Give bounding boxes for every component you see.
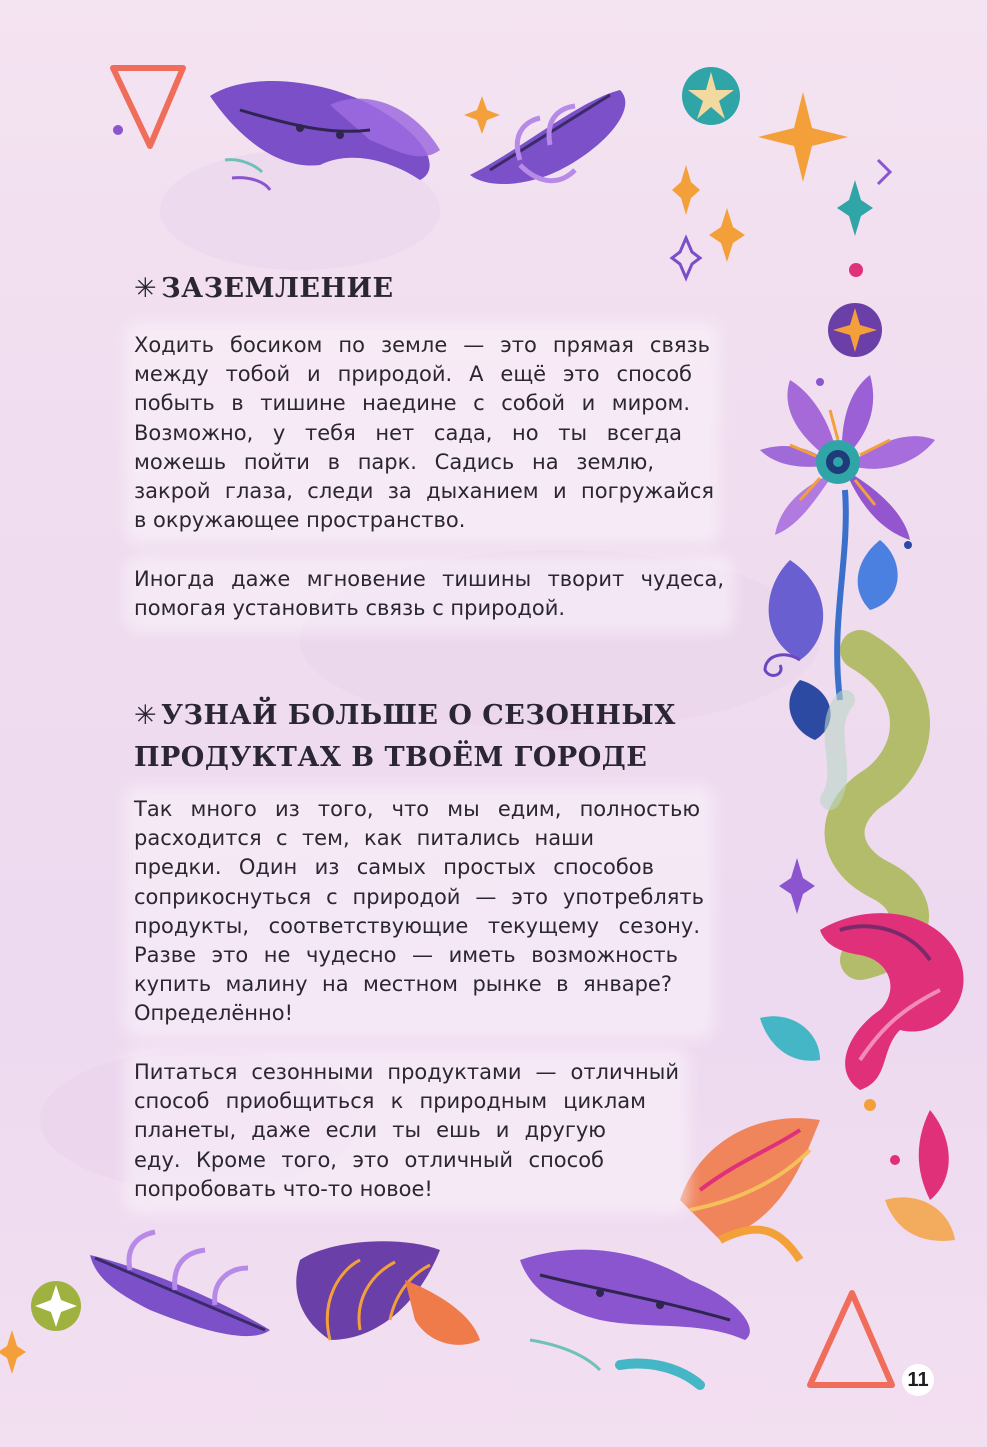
text-line: помогая установить связь с природой. (134, 596, 566, 621)
leaf-icon (760, 1016, 820, 1061)
paragraph (134, 331, 714, 535)
text-line: продукты, соответствующие текущему сезону. (134, 913, 700, 938)
dot-icon (890, 1155, 900, 1165)
text-line: купить малину на местном рынке в январе? (134, 972, 672, 997)
triangle-outline-icon (810, 1293, 892, 1385)
text-line: попробовать что-то новое! (134, 1176, 433, 1201)
text-line: планеты, даже если ты ешь и другую (134, 1118, 606, 1143)
star-in-circle-icon (31, 1281, 81, 1331)
text-line: Определённо! (134, 1001, 294, 1026)
leaf-icon (820, 913, 964, 1090)
star-in-circle-icon (828, 303, 882, 357)
sparkle-icon (464, 96, 500, 134)
sparkle-icon (672, 165, 700, 215)
mushroom-icon (296, 1241, 480, 1345)
sparkle-icon (0, 1330, 26, 1374)
dot-icon (904, 541, 912, 549)
leaf-icon (470, 90, 625, 184)
text-line: Иногда даже мгновение тишины творит чудеса, (134, 567, 724, 591)
text-line: способ приобщиться к природным циклам (134, 1089, 646, 1114)
dot-icon (113, 125, 123, 135)
text-line: между тобой и природой. А ещё это способ (134, 362, 692, 387)
sparkle-icon (779, 858, 815, 914)
text-line: еду. Кроме того, это отличный способ (134, 1147, 604, 1172)
text-line: закрой глаза, следи за дыханием и погружайся (134, 479, 714, 504)
text-line: Питаться сезонными продуктами — отличный (134, 1060, 679, 1084)
text-line: предки. Один из самых простых способов (134, 855, 654, 880)
leaf-icon (769, 560, 824, 660)
text-line: Возможно, у тебя нет сада, но ты всегда (134, 420, 682, 445)
section-heading-grounding (134, 268, 394, 310)
star-in-circle-icon (682, 67, 740, 125)
leaf-icon (858, 540, 898, 610)
leaf-icon (789, 680, 830, 740)
section-heading-seasonal-products (134, 695, 676, 779)
paragraph (134, 565, 724, 623)
sparkle-icon (878, 160, 890, 184)
leaf-icon (919, 1110, 949, 1200)
text-line: побыть в тишине наедине с собой и миром. (134, 391, 690, 416)
text-line: в окружающее пространство. (134, 508, 466, 533)
leaf-icon (520, 1250, 750, 1385)
flower-icon (760, 375, 935, 540)
flower-stem (837, 490, 846, 700)
text-line: расходится с тем, как питались наши (134, 826, 594, 851)
flower-icon (680, 1118, 820, 1260)
leaf-icon (885, 1197, 955, 1241)
heading-text: ЗАЗЕМЛЕНИЕ (161, 273, 394, 304)
dot-icon (864, 1099, 876, 1111)
star-icon (758, 92, 848, 182)
swirl-icon (765, 655, 800, 676)
asterisk-icon: ✳ (134, 273, 158, 304)
sparkle-icon (837, 180, 873, 236)
sparkle-icon (709, 208, 745, 262)
paragraph (134, 1058, 679, 1204)
sparkle-icon (672, 238, 700, 278)
leaf-icon (90, 1232, 270, 1336)
triangle-outline-icon (113, 68, 183, 146)
leaf-icon (210, 81, 440, 190)
heading-text: УЗНАЙ БОЛЬШЕ О СЕЗОННЫХ (161, 700, 676, 731)
asterisk-icon: ✳ (134, 700, 158, 731)
paragraph (134, 795, 704, 1029)
text-line: Ходить босиком по земле — это прямая связь (134, 333, 710, 357)
swirl-icon (845, 650, 910, 960)
text-line: можешь пойти в парк. Садись на землю, (134, 449, 654, 474)
page-number: 11 (902, 1364, 934, 1396)
swirl-icon (830, 700, 845, 800)
dot-icon (816, 378, 824, 386)
dot-icon (849, 263, 863, 277)
heading-text: ПРОДУКТАХ В ТВОЁМ ГОРОДЕ (134, 742, 648, 773)
text-line: соприкоснуться с природой — это употреблять (134, 884, 704, 909)
text-line: Так много из того, что мы едим, полностью (134, 797, 700, 821)
text-line: Разве это не чудесно — иметь возможность (134, 943, 678, 968)
